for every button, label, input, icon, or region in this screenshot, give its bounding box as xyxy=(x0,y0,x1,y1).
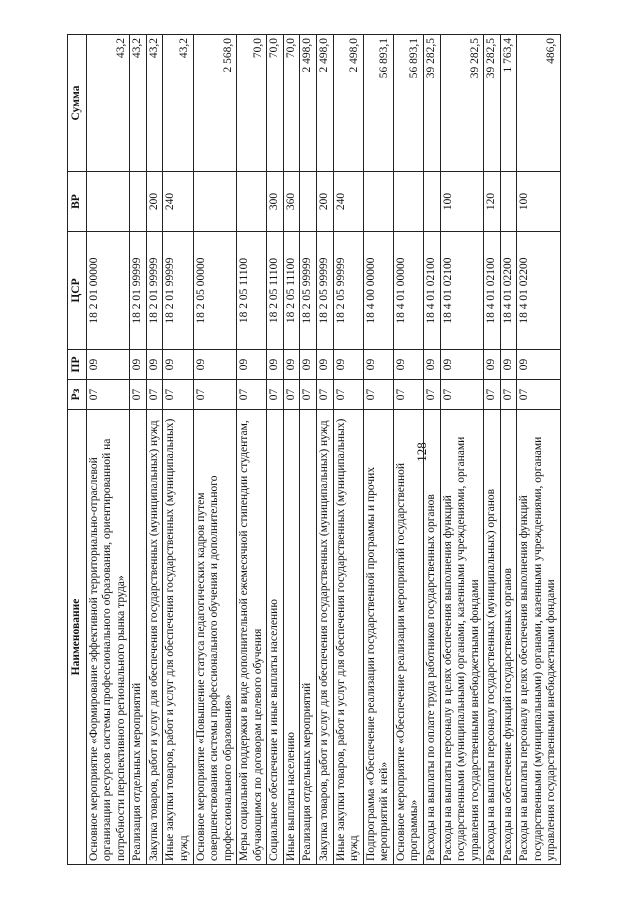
cell-pr: 09 xyxy=(317,350,334,380)
cell-csr: 18 2 01 99999 xyxy=(146,232,163,350)
table-header-row xyxy=(68,35,87,865)
table-body xyxy=(86,35,560,865)
cell-csr: 18 2 01 99999 xyxy=(163,232,193,350)
table-row xyxy=(130,35,147,865)
cell-vr: 100 xyxy=(440,172,484,232)
cell-vr xyxy=(363,172,393,232)
cell-csr: 18 2 05 11100 xyxy=(267,232,284,350)
table-row xyxy=(393,35,423,865)
cell-rz: 07 xyxy=(146,380,163,410)
cell-rz: 07 xyxy=(393,380,423,410)
cell-name: Иные выплаты населению xyxy=(283,410,300,865)
cell-name: Основное мероприятие «Обеспечение реализации мероприятий государственной программы» xyxy=(393,410,423,865)
cell-name: Закупка товаров, работ и услуг для обеспечения государственных (муниципальных) нужд xyxy=(317,410,334,865)
cell-vr: 240 xyxy=(163,172,193,232)
cell-rz: 07 xyxy=(333,380,363,410)
header-sum: Сумма xyxy=(68,35,87,172)
cell-sum: 70,0 xyxy=(267,35,284,172)
cell-vr: 120 xyxy=(484,172,501,232)
cell-pr: 09 xyxy=(423,350,440,380)
cell-name: Реализация отдельных мероприятий xyxy=(130,410,147,865)
cell-sum: 39 282,5 xyxy=(484,35,501,172)
cell-rz: 07 xyxy=(484,380,501,410)
header-vr: ВР xyxy=(68,172,87,232)
page-number: 128 xyxy=(414,442,429,462)
cell-pr: 09 xyxy=(333,350,363,380)
header-pr: ПР xyxy=(68,350,87,380)
cell-vr xyxy=(500,172,517,232)
header-csr: ЦСР xyxy=(68,232,87,350)
cell-vr: 200 xyxy=(317,172,334,232)
table-row xyxy=(363,35,393,865)
cell-name: Расходы на обеспечение функций государственных органов xyxy=(500,410,517,865)
cell-rz: 07 xyxy=(163,380,193,410)
cell-sum: 70,0 xyxy=(283,35,300,172)
cell-vr: 360 xyxy=(283,172,300,232)
cell-rz: 07 xyxy=(440,380,484,410)
cell-rz: 07 xyxy=(86,380,130,410)
cell-name: Иные закупки товаров, работ и услуг для обеспечения государственных (муниципальных) нужд xyxy=(333,410,363,865)
budget-table-container xyxy=(67,35,561,865)
cell-csr: 18 4 01 02100 xyxy=(440,232,484,350)
cell-name: Расходы на выплаты персоналу государственных (муниципальных) органов xyxy=(484,410,501,865)
cell-rz: 07 xyxy=(517,380,561,410)
cell-sum: 56 893,1 xyxy=(363,35,393,172)
cell-csr: 18 2 05 00000 xyxy=(193,232,237,350)
cell-csr: 18 4 01 02200 xyxy=(500,232,517,350)
cell-name: Расходы на выплаты персоналу в целях обеспечения выполнения функций государственными (муниципальными) органами, казенными учреждениями, органами управления государственными внебюджетными фондами xyxy=(440,410,484,865)
cell-csr: 18 2 05 99999 xyxy=(333,232,363,350)
cell-sum: 43,2 xyxy=(130,35,147,172)
cell-pr: 09 xyxy=(440,350,484,380)
header-name: Наименование xyxy=(68,410,87,865)
table-row xyxy=(333,35,363,865)
table-row xyxy=(193,35,237,865)
cell-name: Реализация отдельных мероприятий xyxy=(300,410,317,865)
cell-sum: 43,2 xyxy=(146,35,163,172)
cell-vr: 240 xyxy=(333,172,363,232)
cell-vr xyxy=(237,172,267,232)
cell-pr: 09 xyxy=(193,350,237,380)
cell-pr: 09 xyxy=(363,350,393,380)
table-row xyxy=(146,35,163,865)
cell-csr: 18 4 01 02100 xyxy=(423,232,440,350)
cell-rz: 07 xyxy=(317,380,334,410)
cell-vr xyxy=(130,172,147,232)
cell-rz: 07 xyxy=(193,380,237,410)
cell-sum: 486,0 xyxy=(517,35,561,172)
cell-rz: 07 xyxy=(300,380,317,410)
cell-name: Основное мероприятие «Повышение статуса педагогических кадров путем совершенствования системы профессионального обучения и дополнительного профессионального образования» xyxy=(193,410,237,865)
cell-sum: 43,2 xyxy=(163,35,193,172)
cell-pr: 09 xyxy=(484,350,501,380)
cell-csr: 18 2 05 11100 xyxy=(283,232,300,350)
cell-csr: 18 4 00 00000 xyxy=(363,232,393,350)
table-row xyxy=(267,35,284,865)
cell-name: Расходы на выплаты по оплате труда работников государственных органов xyxy=(423,410,440,865)
cell-vr xyxy=(86,172,130,232)
cell-csr: 18 2 05 99999 xyxy=(317,232,334,350)
cell-name: Меры социальной поддержки в виде дополнительной ежемесячной стипендии студентам, обучающимся по договорам целевого обучения xyxy=(237,410,267,865)
cell-sum: 39 282,5 xyxy=(440,35,484,172)
table-row xyxy=(500,35,517,865)
cell-rz: 07 xyxy=(283,380,300,410)
cell-sum: 2 498,0 xyxy=(300,35,317,172)
cell-pr: 09 xyxy=(163,350,193,380)
cell-rz: 07 xyxy=(237,380,267,410)
cell-vr: 100 xyxy=(517,172,561,232)
cell-rz: 07 xyxy=(267,380,284,410)
cell-sum: 70,0 xyxy=(237,35,267,172)
cell-pr: 09 xyxy=(146,350,163,380)
cell-vr xyxy=(300,172,317,232)
cell-vr: 300 xyxy=(267,172,284,232)
cell-sum: 2 498,0 xyxy=(333,35,363,172)
cell-pr: 09 xyxy=(393,350,423,380)
table-row xyxy=(517,35,561,865)
cell-vr xyxy=(423,172,440,232)
cell-vr xyxy=(193,172,237,232)
table-row xyxy=(163,35,193,865)
cell-rz: 07 xyxy=(423,380,440,410)
cell-name: Подпрограмма «Обеспечение реализации государственной программы и прочих мероприятий к ней» xyxy=(363,410,393,865)
cell-sum: 39 282,5 xyxy=(423,35,440,172)
budget-table xyxy=(67,34,561,865)
cell-rz: 07 xyxy=(130,380,147,410)
cell-name: Закупка товаров, работ и услуг для обеспечения государственных (муниципальных) нужд xyxy=(146,410,163,865)
cell-csr: 18 2 05 99999 xyxy=(300,232,317,350)
header-rz: Рз xyxy=(68,380,87,410)
cell-name: Иные закупки товаров, работ и услуг для обеспечения государственных (муниципальных) нужд xyxy=(163,410,193,865)
table-row xyxy=(423,35,440,865)
cell-csr: 18 4 01 02100 xyxy=(484,232,501,350)
cell-pr: 09 xyxy=(517,350,561,380)
cell-rz: 07 xyxy=(363,380,393,410)
cell-pr: 09 xyxy=(267,350,284,380)
cell-sum: 1 763,4 xyxy=(500,35,517,172)
table-row xyxy=(237,35,267,865)
cell-pr: 09 xyxy=(237,350,267,380)
table-row xyxy=(484,35,501,865)
cell-pr: 09 xyxy=(300,350,317,380)
cell-vr: 200 xyxy=(146,172,163,232)
table-row xyxy=(86,35,130,865)
cell-csr: 18 2 01 00000 xyxy=(86,232,130,350)
cell-pr: 09 xyxy=(283,350,300,380)
cell-pr: 09 xyxy=(500,350,517,380)
cell-csr: 18 2 05 11100 xyxy=(237,232,267,350)
cell-name: Расходы на выплаты персоналу в целях обеспечения выполнения функций государственными (муниципальными) органами, казенными учреждениями, органами управления государственными внебюджетными фондами xyxy=(517,410,561,865)
cell-pr: 09 xyxy=(86,350,130,380)
table-row xyxy=(283,35,300,865)
cell-sum: 2 568,0 xyxy=(193,35,237,172)
table-row xyxy=(440,35,484,865)
cell-csr: 18 2 01 99999 xyxy=(130,232,147,350)
cell-csr: 18 4 01 02200 xyxy=(517,232,561,350)
cell-rz: 07 xyxy=(500,380,517,410)
cell-name: Основное мероприятие «Формирование эффективной территориально-отраслевой организации ресурсов системы профессионального образования, ориентированной на потребности перспективного регионального рынка труда» xyxy=(86,410,130,865)
cell-sum: 2 498,0 xyxy=(317,35,334,172)
cell-csr: 18 4 01 00000 xyxy=(393,232,423,350)
table-row xyxy=(317,35,334,865)
table-row xyxy=(300,35,317,865)
cell-sum: 56 893,1 xyxy=(393,35,423,172)
cell-sum: 43,2 xyxy=(86,35,130,172)
cell-pr: 09 xyxy=(130,350,147,380)
cell-vr xyxy=(393,172,423,232)
cell-name: Социальное обеспечение и иные выплаты населению xyxy=(267,410,284,865)
